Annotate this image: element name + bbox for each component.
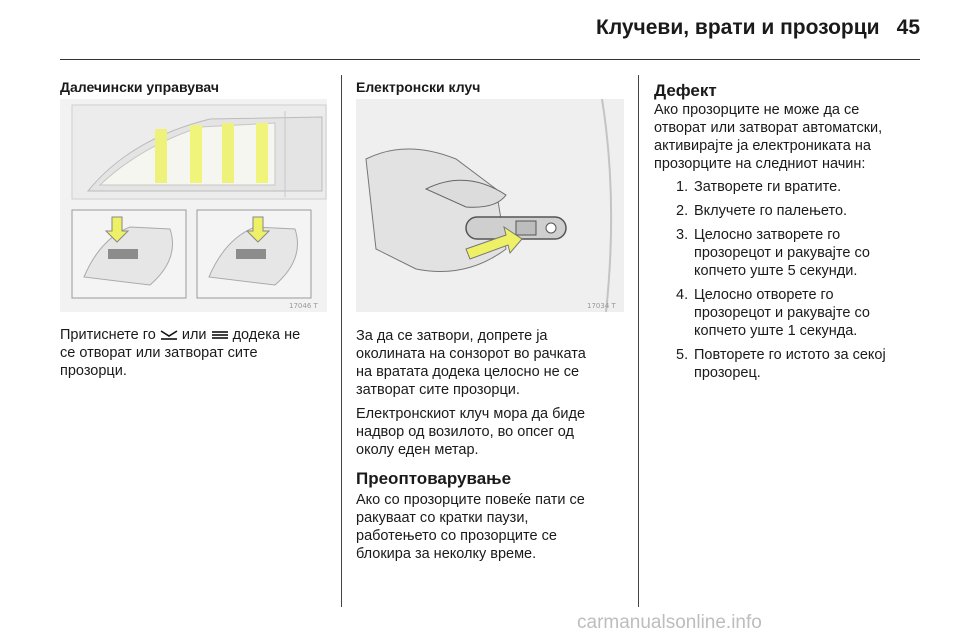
window-up-icon	[160, 330, 178, 340]
section-heading-overload: Преоптоварување	[356, 469, 512, 488]
overload-line-2: ракуваат со кратки паузи,	[356, 510, 529, 526]
instruction-line-3: прозорци.	[60, 363, 127, 379]
key-range-line-1: Електронскиот клуч мора да биде	[356, 406, 586, 422]
malfunction-steps-list	[664, 178, 938, 388]
column-divider-1	[341, 75, 342, 607]
step-3-line-1: Целосно затворете го	[694, 227, 841, 243]
section-heading-electronic-key: Електронски клуч	[356, 79, 481, 95]
close-instruction-line-3: на вратата додека целосно не се	[356, 364, 580, 380]
malfunction-intro-line-2: отворат или затворат автоматски,	[654, 120, 883, 136]
instruction-text-mid: или	[181, 327, 207, 343]
list-item	[678, 346, 938, 382]
step-number: 5.	[676, 347, 689, 363]
key-range-line-3: околу еден метар.	[356, 442, 479, 458]
overload-line-1: Ако со прозорците повеќе пати се	[356, 492, 585, 508]
step-number: 3.	[676, 227, 689, 243]
close-instruction-paragraph	[356, 327, 636, 399]
list-item	[678, 226, 938, 280]
section-heading-remote: Далечински управувач	[60, 79, 219, 95]
section-heading-malfunction: Дефект	[654, 81, 717, 100]
door-handle-illustration	[356, 99, 624, 312]
header-divider	[60, 59, 920, 60]
overload-line-3: работењето со прозорците се	[356, 528, 557, 544]
overload-paragraph	[356, 491, 636, 563]
page-header-title: Клучеви, врати и прозорци	[596, 16, 880, 39]
close-instruction-line-2: околината на сонзорот во рачката	[356, 346, 586, 362]
step-number: 1.	[676, 179, 689, 195]
list-item	[678, 286, 938, 340]
page-number: 45	[896, 16, 920, 39]
key-range-paragraph	[356, 405, 636, 459]
step-3-line-3: копчето уште 5 секунди.	[694, 263, 858, 279]
overload-line-4: блокира за неколку време.	[356, 546, 537, 562]
watermark-link[interactable]: carmanualsonline.info	[577, 612, 762, 633]
step-4-line-1: Целосно отворете го	[694, 287, 834, 303]
step-number: 4.	[676, 287, 689, 303]
step-5-line-2: прозорец.	[694, 365, 761, 381]
figure-id-remote: 17046 T	[289, 302, 318, 310]
step-1-line-1: Затворете ги вратите.	[694, 179, 842, 195]
step-4-line-3: копчето уште 1 секунда.	[694, 323, 858, 339]
step-5-line-1: Повторете го истото за секој	[694, 347, 886, 363]
window-down-icon	[211, 330, 229, 340]
list-item	[678, 202, 938, 220]
close-instruction-line-1: За да се затвори, допрете ја	[356, 328, 548, 344]
figure-remote-control	[60, 99, 327, 312]
remote-instruction-text	[60, 326, 330, 380]
malfunction-intro-line-1: Ако прозорците не може да се	[654, 102, 860, 118]
column-divider-2	[638, 75, 639, 607]
remote-illustration	[60, 99, 327, 312]
step-2-line-1: Вклучете го палењето.	[694, 203, 848, 219]
step-4-line-2: прозорецот и ракувајте со	[694, 305, 870, 321]
step-number: 2.	[676, 203, 689, 219]
instruction-line-2: се отворат или затворат сите	[60, 345, 258, 361]
figure-id-door-handle: 17034 T	[587, 302, 616, 310]
malfunction-intro	[654, 101, 934, 173]
instruction-text-before: Притиснете го	[60, 327, 156, 343]
list-item	[678, 178, 938, 196]
figure-door-handle	[356, 99, 624, 312]
key-range-line-2: надвор од возилото, во опсег од	[356, 424, 575, 440]
close-instruction-line-4: затворат сите прозорци.	[356, 382, 520, 398]
malfunction-intro-line-4: прозорците на следниот начин:	[654, 156, 866, 172]
instruction-text-after: додека не	[232, 327, 301, 343]
malfunction-intro-line-3: активирајте ја електрониката на	[654, 138, 871, 154]
step-3-line-2: прозорецот и ракувајте со	[694, 245, 870, 261]
